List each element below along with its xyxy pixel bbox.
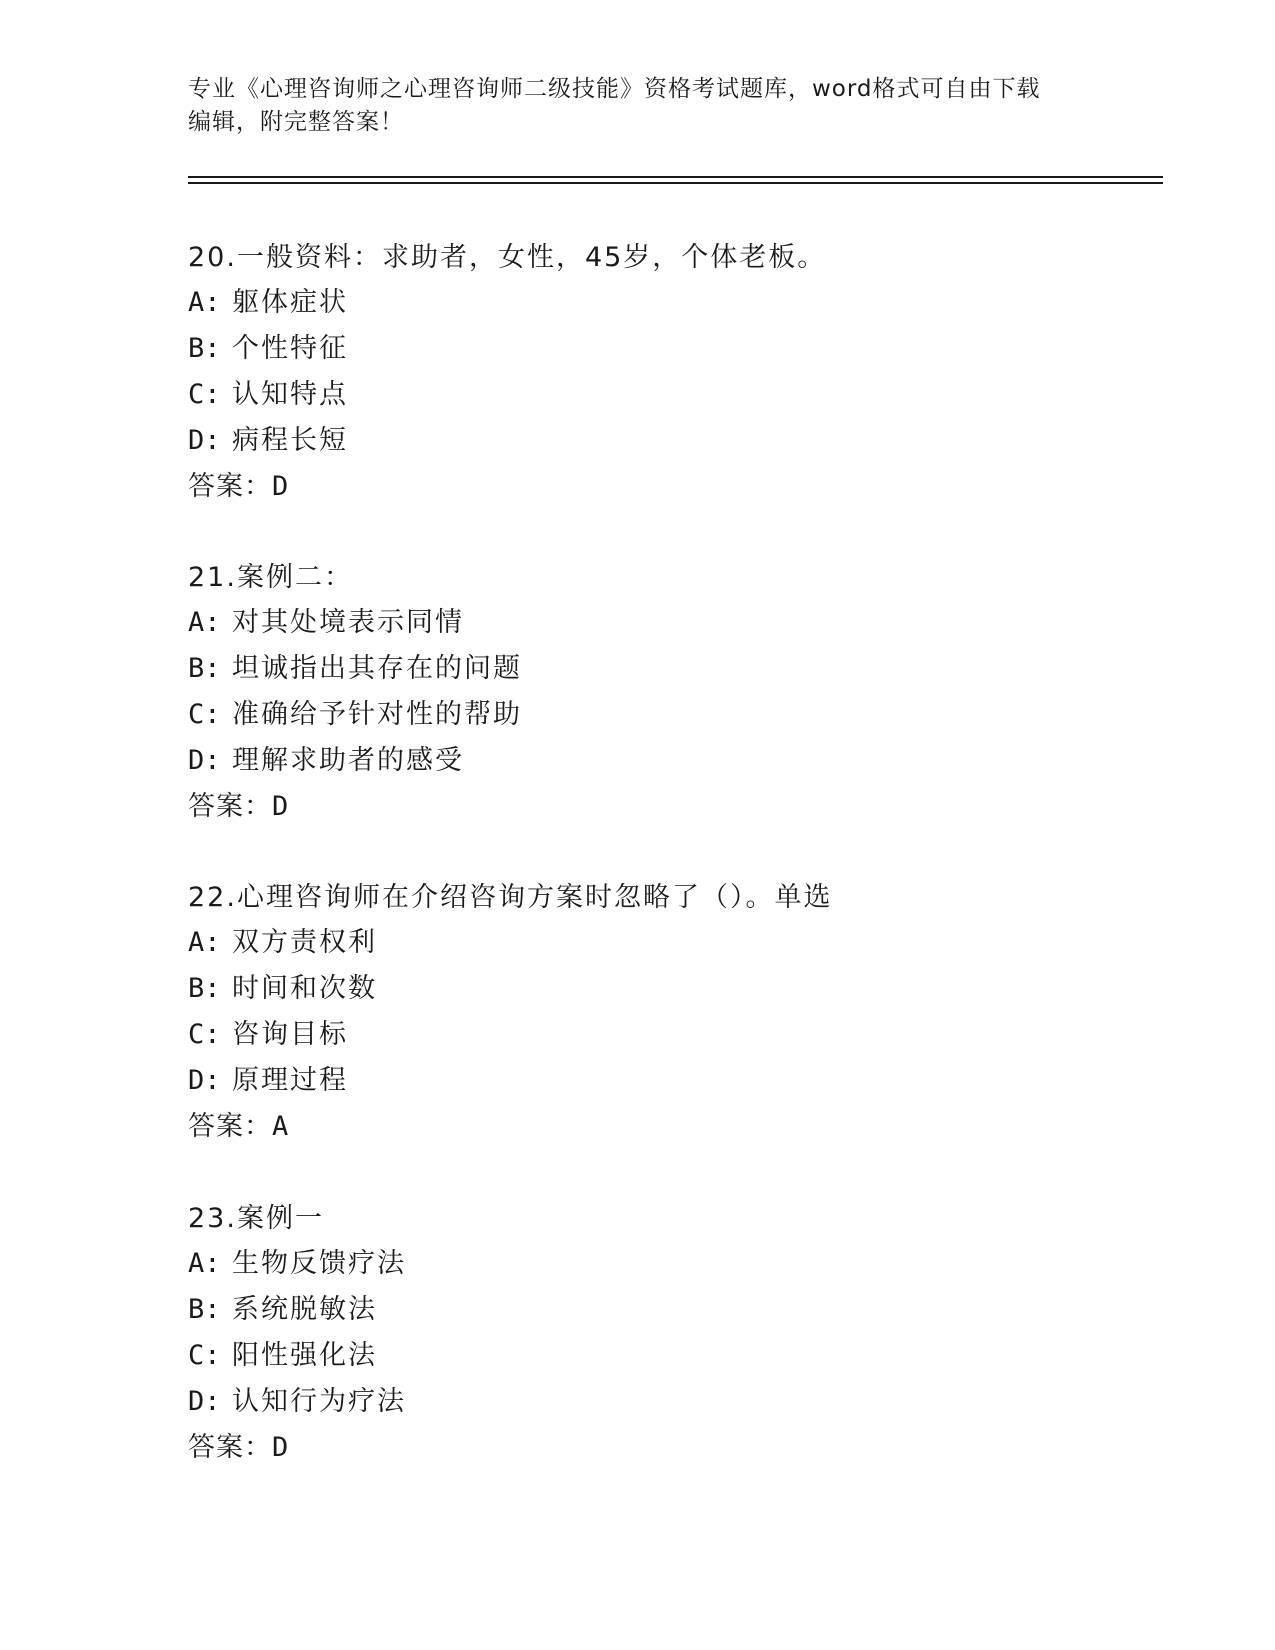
header-line-1: 专业《心理咨询师之心理咨询师二级技能》资格考试题库，word格式可自由下载 <box>188 76 1041 102</box>
option-letter: D: <box>188 745 221 776</box>
header-line-2: 编辑，附完整答案！ <box>188 109 404 135</box>
option-c <box>188 692 1188 738</box>
answer-line <box>188 1425 1188 1471</box>
option-letter: B: <box>188 333 221 364</box>
option-a <box>188 920 1188 966</box>
option-letter: B: <box>188 973 221 1004</box>
option-text: 系统脱敏法 <box>232 1294 377 1325</box>
option-letter: C: <box>188 379 221 410</box>
option-b <box>188 646 1188 692</box>
question-title: 20.一般资料：求助者，女性，45岁，个体老板。 <box>188 242 827 273</box>
question-20 <box>188 235 1188 510</box>
answer-label: 答案： <box>188 471 272 502</box>
option-text: 病程长短 <box>232 425 348 456</box>
answer-label: 答案： <box>188 1111 272 1142</box>
option-text: 个性特征 <box>232 333 348 364</box>
answer-label: 答案： <box>188 1432 272 1463</box>
option-text: 生物反馈疗法 <box>232 1248 406 1279</box>
option-letter: A: <box>188 927 221 958</box>
option-text: 阳性强化法 <box>232 1340 377 1371</box>
option-c <box>188 1012 1188 1058</box>
answer-line <box>188 1104 1188 1150</box>
option-text: 原理过程 <box>232 1065 348 1096</box>
option-a <box>188 280 1188 326</box>
option-c <box>188 1333 1188 1379</box>
option-text: 躯体症状 <box>232 287 348 318</box>
answer-line <box>188 784 1188 830</box>
answer-value: D <box>272 471 290 502</box>
option-b <box>188 1287 1188 1333</box>
option-d <box>188 1379 1188 1425</box>
answer-value: A <box>272 1111 290 1142</box>
question-title: 22.心理咨询师在介绍咨询方案时忽略了（）。单选 <box>188 882 833 913</box>
option-letter: B: <box>188 653 221 684</box>
option-text: 认知特点 <box>232 379 348 410</box>
question-23 <box>188 1196 1188 1471</box>
document-header <box>188 73 1088 139</box>
option-text: 准确给予针对性的帮助 <box>232 699 522 730</box>
option-d <box>188 738 1188 784</box>
option-d <box>188 1058 1188 1104</box>
question-title: 23.案例一 <box>188 1203 324 1234</box>
question-22 <box>188 875 1188 1150</box>
option-text: 坦诚指出其存在的问题 <box>232 653 522 684</box>
option-letter: D: <box>188 1065 221 1096</box>
option-letter: C: <box>188 699 221 730</box>
option-letter: D: <box>188 425 221 456</box>
option-letter: C: <box>188 1340 221 1371</box>
answer-label: 答案： <box>188 791 272 822</box>
option-text: 理解求助者的感受 <box>232 745 464 776</box>
answer-value: D <box>272 1432 290 1463</box>
option-letter: B: <box>188 1294 221 1325</box>
answer-line <box>188 464 1188 510</box>
option-text: 认知行为疗法 <box>232 1386 406 1417</box>
option-letter: C: <box>188 1019 221 1050</box>
option-letter: A: <box>188 287 221 318</box>
option-a <box>188 600 1188 646</box>
option-a <box>188 1241 1188 1287</box>
option-b <box>188 966 1188 1012</box>
option-text: 双方责权利 <box>232 927 377 958</box>
option-c <box>188 372 1188 418</box>
option-letter: A: <box>188 1248 221 1279</box>
option-d <box>188 418 1188 464</box>
question-21 <box>188 555 1188 830</box>
question-title: 21.案例二： <box>188 562 353 593</box>
option-b <box>188 326 1188 372</box>
answer-value: D <box>272 791 290 822</box>
option-text: 咨询目标 <box>232 1019 348 1050</box>
option-text: 对其处境表示同情 <box>232 607 464 638</box>
option-letter: D: <box>188 1386 221 1417</box>
header-divider-top <box>188 176 1163 178</box>
option-text: 时间和次数 <box>232 973 377 1004</box>
option-letter: A: <box>188 607 221 638</box>
header-divider-bottom <box>188 182 1163 184</box>
